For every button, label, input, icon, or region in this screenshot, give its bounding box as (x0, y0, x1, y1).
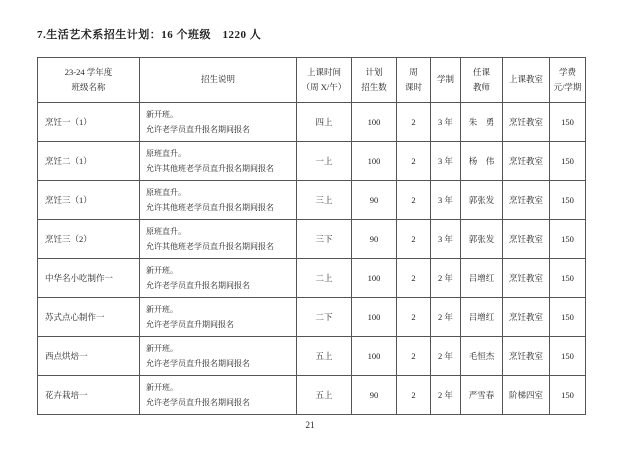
enroll-desc-line1: 原班直升。 (146, 226, 186, 236)
program-length-cell: 3 年 (431, 142, 461, 181)
teacher-cell: 吕增红 (461, 298, 503, 337)
tuition-cell: 150 (550, 337, 586, 376)
weekly-hours-cell: 2 (397, 220, 431, 259)
class-time-cell: 二上 (297, 259, 352, 298)
class-name-cell: 烹饪三（1） (38, 181, 140, 220)
class-time-cell: 五上 (297, 376, 352, 415)
header-enroll-desc: 招生说明 (140, 58, 297, 103)
enroll-desc-cell (140, 142, 297, 181)
enroll-desc-cell (140, 103, 297, 142)
class-time-cell: 一上 (297, 142, 352, 181)
header-program-length: 学制 (431, 58, 461, 103)
table-row (38, 376, 586, 415)
program-length-cell: 3 年 (431, 181, 461, 220)
program-length-cell: 3 年 (431, 103, 461, 142)
enroll-desc-line1: 新开班。 (146, 109, 178, 119)
enroll-desc-cell (140, 337, 297, 376)
tuition-cell: 150 (550, 259, 586, 298)
header-planned-enrollment: 计划 招生数 (352, 58, 397, 103)
class-time-cell: 二下 (297, 298, 352, 337)
header-class-time: 上课时间 （周 X/午） (297, 58, 352, 103)
table-row (38, 142, 586, 181)
program-length-cell: 2 年 (431, 376, 461, 415)
program-length-cell: 2 年 (431, 337, 461, 376)
planned-enrollment-cell: 100 (352, 103, 397, 142)
planned-enrollment-cell: 90 (352, 376, 397, 415)
enroll-desc-cell (140, 298, 297, 337)
planned-enrollment-cell: 100 (352, 259, 397, 298)
enroll-desc-line1: 新开班。 (146, 382, 178, 392)
weekly-hours-cell: 2 (397, 259, 431, 298)
tuition-cell: 150 (550, 298, 586, 337)
teacher-cell: 郭张发 (461, 181, 503, 220)
tuition-cell: 150 (550, 142, 586, 181)
planned-enrollment-cell: 90 (352, 181, 397, 220)
class-name-cell: 烹饪三（2） (38, 220, 140, 259)
enroll-desc-line1: 原班直升。 (146, 148, 186, 158)
planned-enrollment-cell: 90 (352, 220, 397, 259)
planned-enrollment-cell: 100 (352, 337, 397, 376)
table-row (38, 259, 586, 298)
classroom-cell: 烹饪教室 (503, 298, 550, 337)
tuition-cell: 150 (550, 220, 586, 259)
header-weekly-hours: 周 课时 (397, 58, 431, 103)
classroom-cell: 烹饪教室 (503, 181, 550, 220)
program-length-cell: 2 年 (431, 298, 461, 337)
enroll-desc-line2: 允许其他班老学员直升报名期间报名 (146, 242, 274, 251)
teacher-cell: 郭张发 (461, 220, 503, 259)
page-number: 21 (305, 420, 315, 430)
weekly-hours-cell: 2 (397, 376, 431, 415)
weekly-hours-cell: 2 (397, 298, 431, 337)
class-time-cell: 三下 (297, 220, 352, 259)
weekly-hours-cell: 2 (397, 103, 431, 142)
weekly-hours-cell: 2 (397, 142, 431, 181)
enroll-desc-cell (140, 376, 297, 415)
enroll-desc-line2: 允许老学员直升期间报名 (146, 320, 234, 329)
class-time-cell: 三上 (297, 181, 352, 220)
class-time-cell: 五上 (297, 337, 352, 376)
table-row (38, 298, 586, 337)
program-length-cell: 3 年 (431, 220, 461, 259)
table-row (38, 337, 586, 376)
enroll-desc-line2: 允许老学员直升报名期间报名 (146, 359, 250, 368)
tuition-cell: 150 (550, 181, 586, 220)
table-row (38, 220, 586, 259)
teacher-cell: 吕增红 (461, 259, 503, 298)
planned-enrollment-cell: 100 (352, 298, 397, 337)
teacher-cell: 毛恒杰 (461, 337, 503, 376)
classroom-cell: 烹饪教室 (503, 142, 550, 181)
header-teacher: 任课 教师 (461, 58, 503, 103)
tuition-cell: 150 (550, 376, 586, 415)
header-tuition: 学费 元/学期 (550, 58, 586, 103)
enroll-desc-line2: 允许老学员直升报名期间报名 (146, 281, 250, 290)
enroll-desc-line2: 允许老学员直升报名期间报名 (146, 398, 250, 407)
weekly-hours-cell: 2 (397, 337, 431, 376)
class-name-cell: 中华名小吃制作一 (38, 259, 140, 298)
enroll-desc-line2: 允许其他班老学员直升报名期间报名 (146, 203, 274, 212)
class-name-cell: 花卉栽培一 (38, 376, 140, 415)
weekly-hours-cell: 2 (397, 181, 431, 220)
enroll-desc-line1: 新开班。 (146, 343, 178, 353)
enrollment-table (37, 57, 586, 415)
section-title: 7.生活艺术系招生计划：16 个班级 1220 人 (37, 29, 262, 41)
enroll-desc-cell (140, 259, 297, 298)
header-classroom: 上课教室 (503, 58, 550, 103)
class-name-cell: 西点烘焙一 (38, 337, 140, 376)
enroll-desc-line2: 允许老学员直升报名期间报名 (146, 125, 250, 134)
class-time-cell: 四上 (297, 103, 352, 142)
table-body (38, 103, 586, 415)
classroom-cell: 烹饪教室 (503, 337, 550, 376)
enroll-desc-line1: 新开班。 (146, 304, 178, 314)
enroll-desc-line1: 原班直升。 (146, 187, 186, 197)
enroll-desc-cell (140, 181, 297, 220)
tuition-cell: 150 (550, 103, 586, 142)
class-name-cell: 烹饪二（1） (38, 142, 140, 181)
program-length-cell: 2 年 (431, 259, 461, 298)
classroom-cell: 烹饪教室 (503, 220, 550, 259)
teacher-cell: 杨 伟 (461, 142, 503, 181)
table-row (38, 181, 586, 220)
class-name-cell: 烹饪一（1） (38, 103, 140, 142)
teacher-cell: 严雪春 (461, 376, 503, 415)
header-class-name: 23-24 学年度 班级名称 (38, 58, 140, 103)
enroll-desc-line2: 允许其他班老学员直升报名期间报名 (146, 164, 274, 173)
enroll-desc-line1: 新开班。 (146, 265, 178, 275)
table-row (38, 103, 586, 142)
table-header (38, 58, 586, 103)
class-name-cell: 苏式点心制作一 (38, 298, 140, 337)
classroom-cell: 烹饪教室 (503, 103, 550, 142)
classroom-cell: 烹饪教室 (503, 259, 550, 298)
teacher-cell: 朱 勇 (461, 103, 503, 142)
classroom-cell: 阶梯四室 (503, 376, 550, 415)
planned-enrollment-cell: 100 (352, 142, 397, 181)
enroll-desc-cell (140, 220, 297, 259)
